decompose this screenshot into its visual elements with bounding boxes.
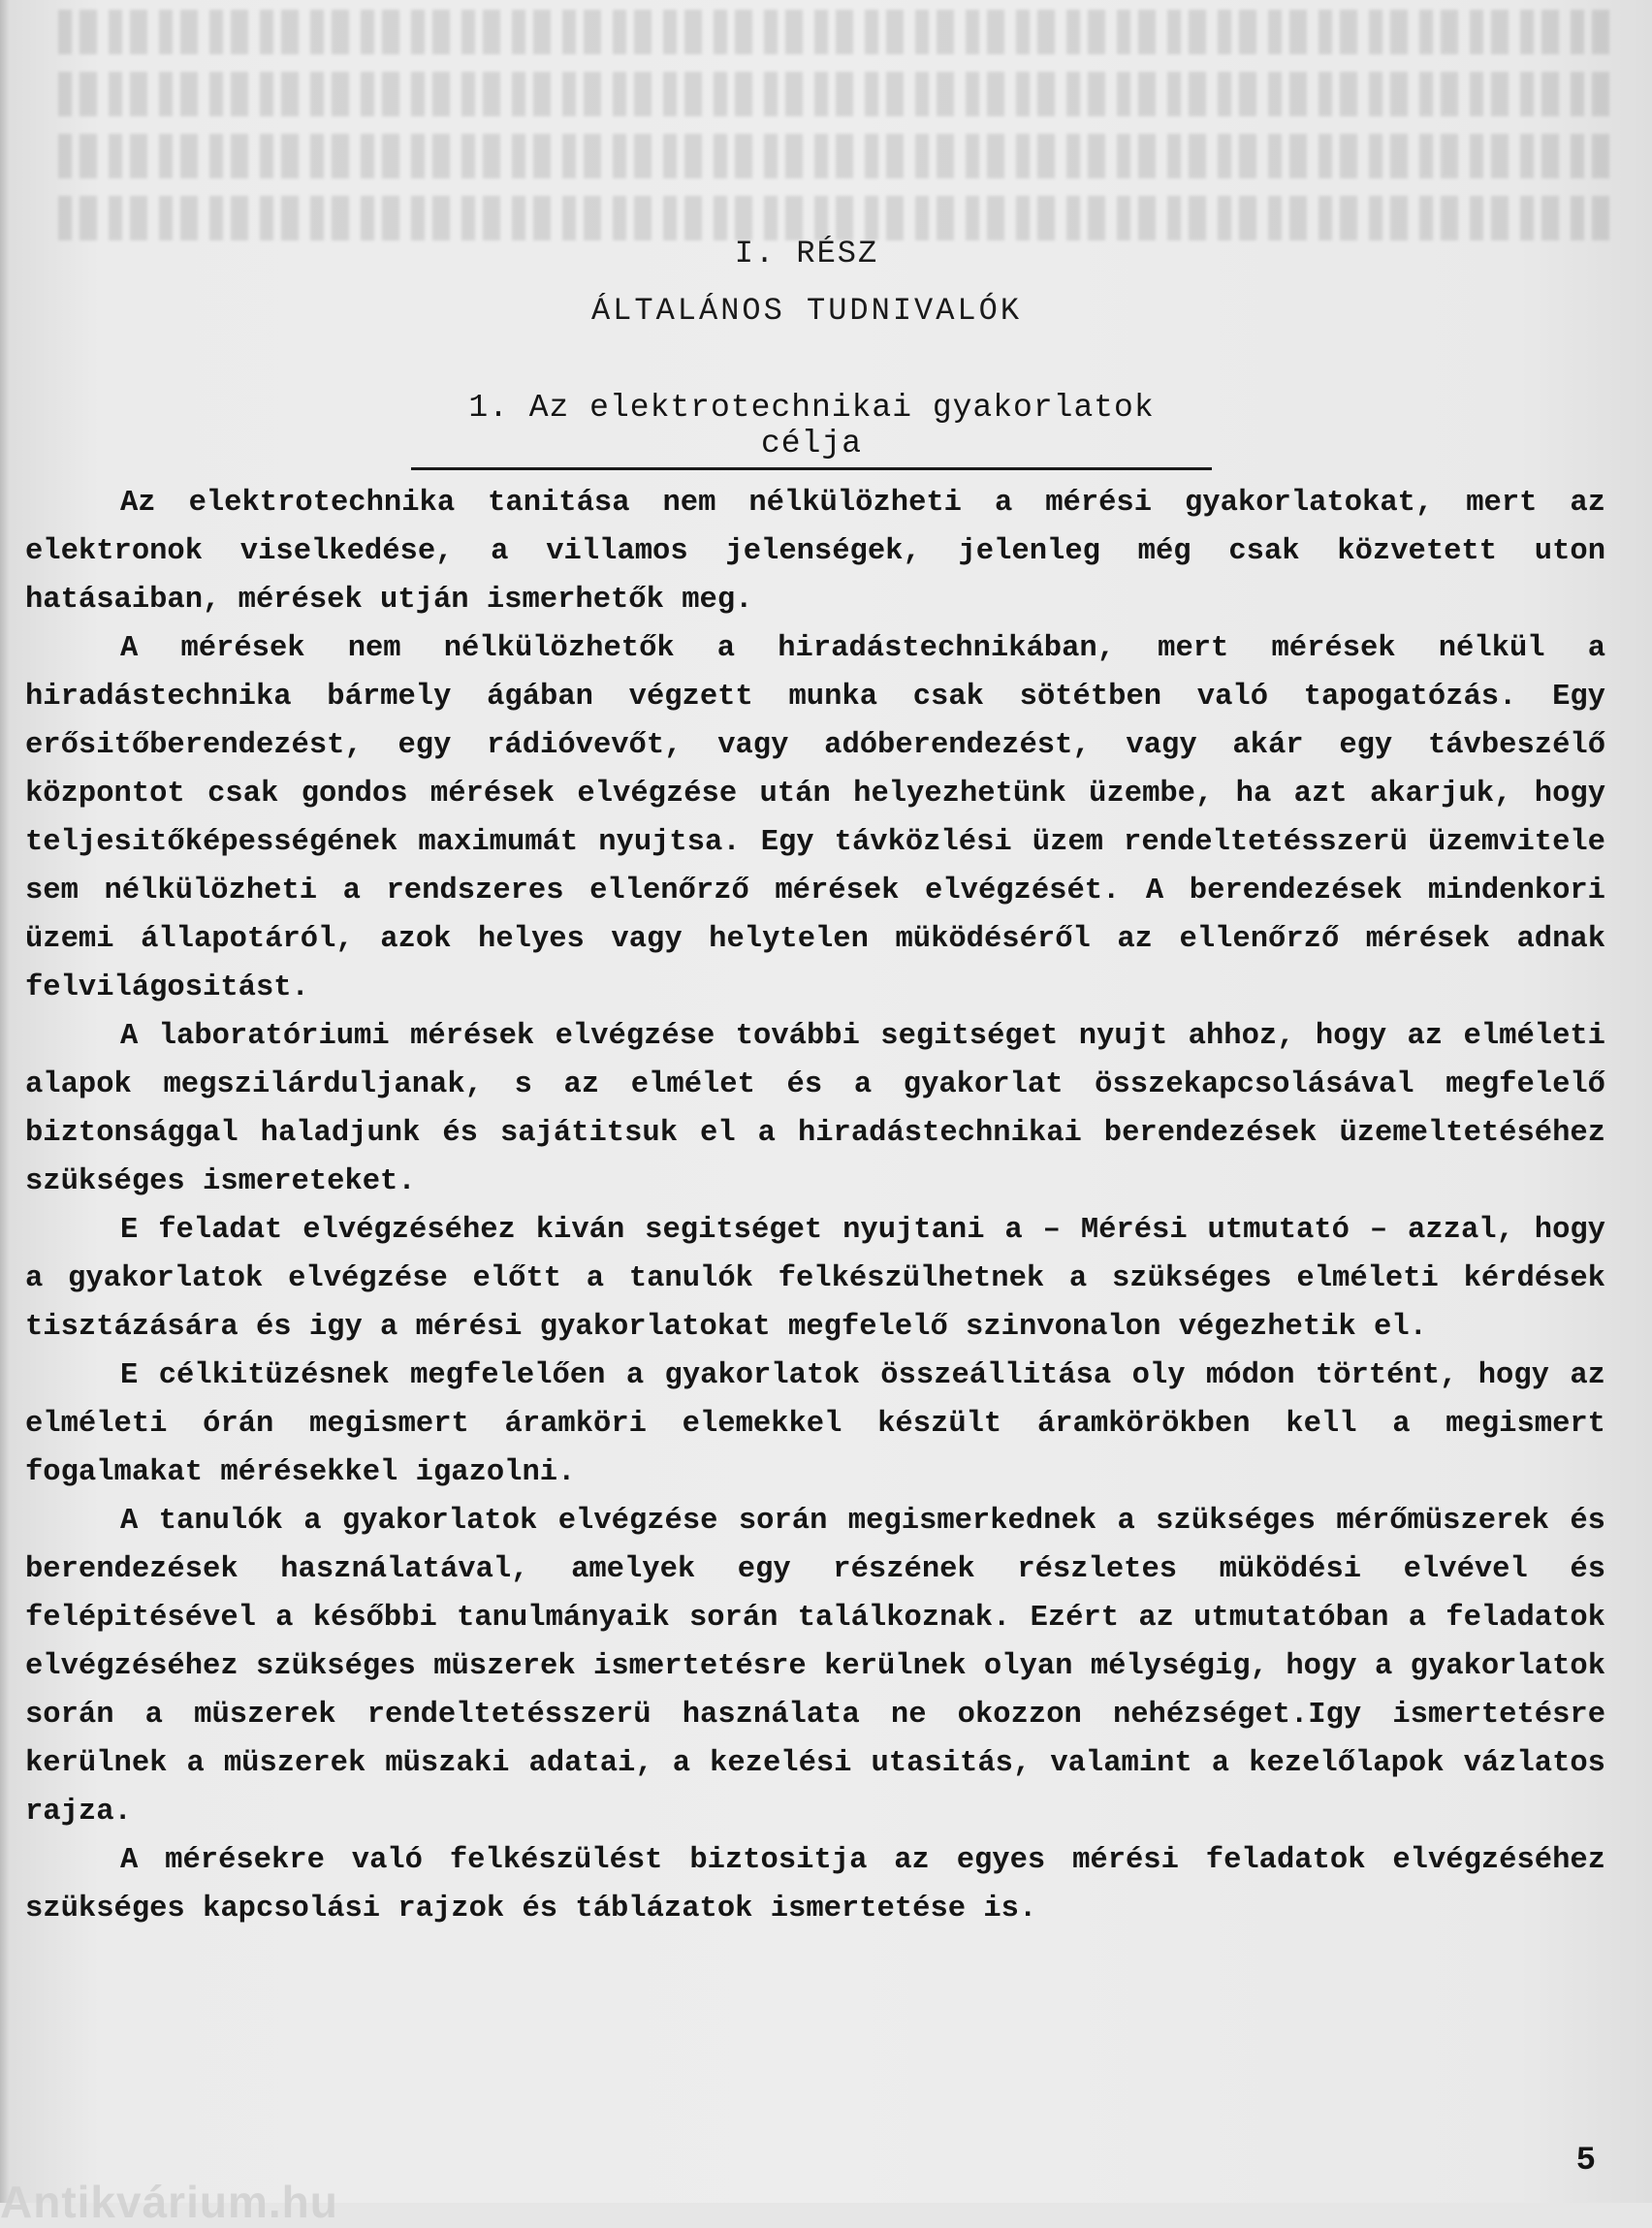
part-title: I. RÉSZ	[734, 236, 879, 271]
chapter-title: 1. Az elektrotechnikai gyakorlatok célja	[411, 390, 1212, 470]
paragraph: A mérések nem nélkülözhetők a hiradástechnikában, mert mérések nélkül a hiradástechnika bármely ágában végzett munka csak sötétben való tapogatózás. Egy erősitőberendezést, egy rádióvevőt, vagy adóberendezést, vagy akár egy távbeszélő központot csak gondos mérések elvégzése után helyezhetünk üzembe, ha azt akarjuk, hogy teljesitőképességének maximumát nyujtsa. Egy távközlési üzem rendeltetésszerü üzemvitele sem nélkülözheti a rendszeres ellenőrző mérések elvégzését. A berendezések mindenkori üzemi állapotáról, azok helyes vagy helytelen müködéséről az ellenőrző mérések adnak felvilágositást.	[25, 632, 1605, 1004]
paragraph: A mérésekre való felkészülést biztositja az egyes mérési feladatok elvégzéséhez szükséges kapcsolási rajzok és táblázatok ismertetése is.	[25, 1844, 1605, 1926]
bleed-through-texture	[58, 10, 1609, 320]
paragraph: E feladat elvégzéséhez kiván segitséget nyujtani a – Mérési utmutató – azzal, hogy a gyakorlatok elvégzése előtt a tanulók felkészülhetnek a szükséges elméleti kérdések tisztázására és igy a mérési gyakorlatokat megfelelő szinvonalon végezhetik el.	[25, 1214, 1605, 1344]
paragraph: A laboratóriumi mérések elvégzése további segitséget nyujt ahhoz, hogy az elméleti alapok megszilárduljanak, s az elmélet és a gyakorlat összekapcsolásával megfelelő biztonsággal haladjunk és sajátitsuk el a hiradástechnikai berendezések üzemeltetéséhez szükséges ismereteket.	[25, 1020, 1605, 1198]
binding-edge	[0, 0, 10, 2203]
page-number: 5	[1575, 2143, 1596, 2180]
body-text	[25, 479, 1605, 1933]
paragraph: Az elektrotechnika tanitása nem nélkülözheti a mérési gyakorlatokat, mert az elektronok viselkedése, a villamos jelenségek, jelenleg még csak közvetett uton hatásaiban, mérések utján ismerhetők meg.	[25, 487, 1605, 617]
watermark: Antikvárium.hu	[0, 2177, 338, 2227]
paragraph: E célkitüzésnek megfelelően a gyakorlatok összeállitása oly módon történt, hogy az elméleti órán megismert áramköri elemekkel készült áramkörökben kell a megismert fogalmakat mérésekkel igazolni.	[25, 1359, 1605, 1489]
section-title: ÁLTALÁNOS TUDNIVALÓK	[590, 293, 1023, 329]
paragraph: A tanulók a gyakorlatok elvégzése során megismerkednek a szükséges mérőmüszerek és berendezések használatával, amelyek egy részének részletes müködési elvével és felépitésével a későbbi tanulmányaik során találkoznak. Ezért az utmutatóban a feladatok elvégzéséhez szükséges müszerek ismertetésre kerülnek olyan mélységig, hogy a gyakorlatok során a müszerek rendeltetésszerü használata ne okozzon nehézséget.Igy ismertetésre kerülnek a müszerek müszaki adatai, a kezelési utasitás, valamint a kezelőlapok vázlatos rajza.	[25, 1505, 1605, 1829]
